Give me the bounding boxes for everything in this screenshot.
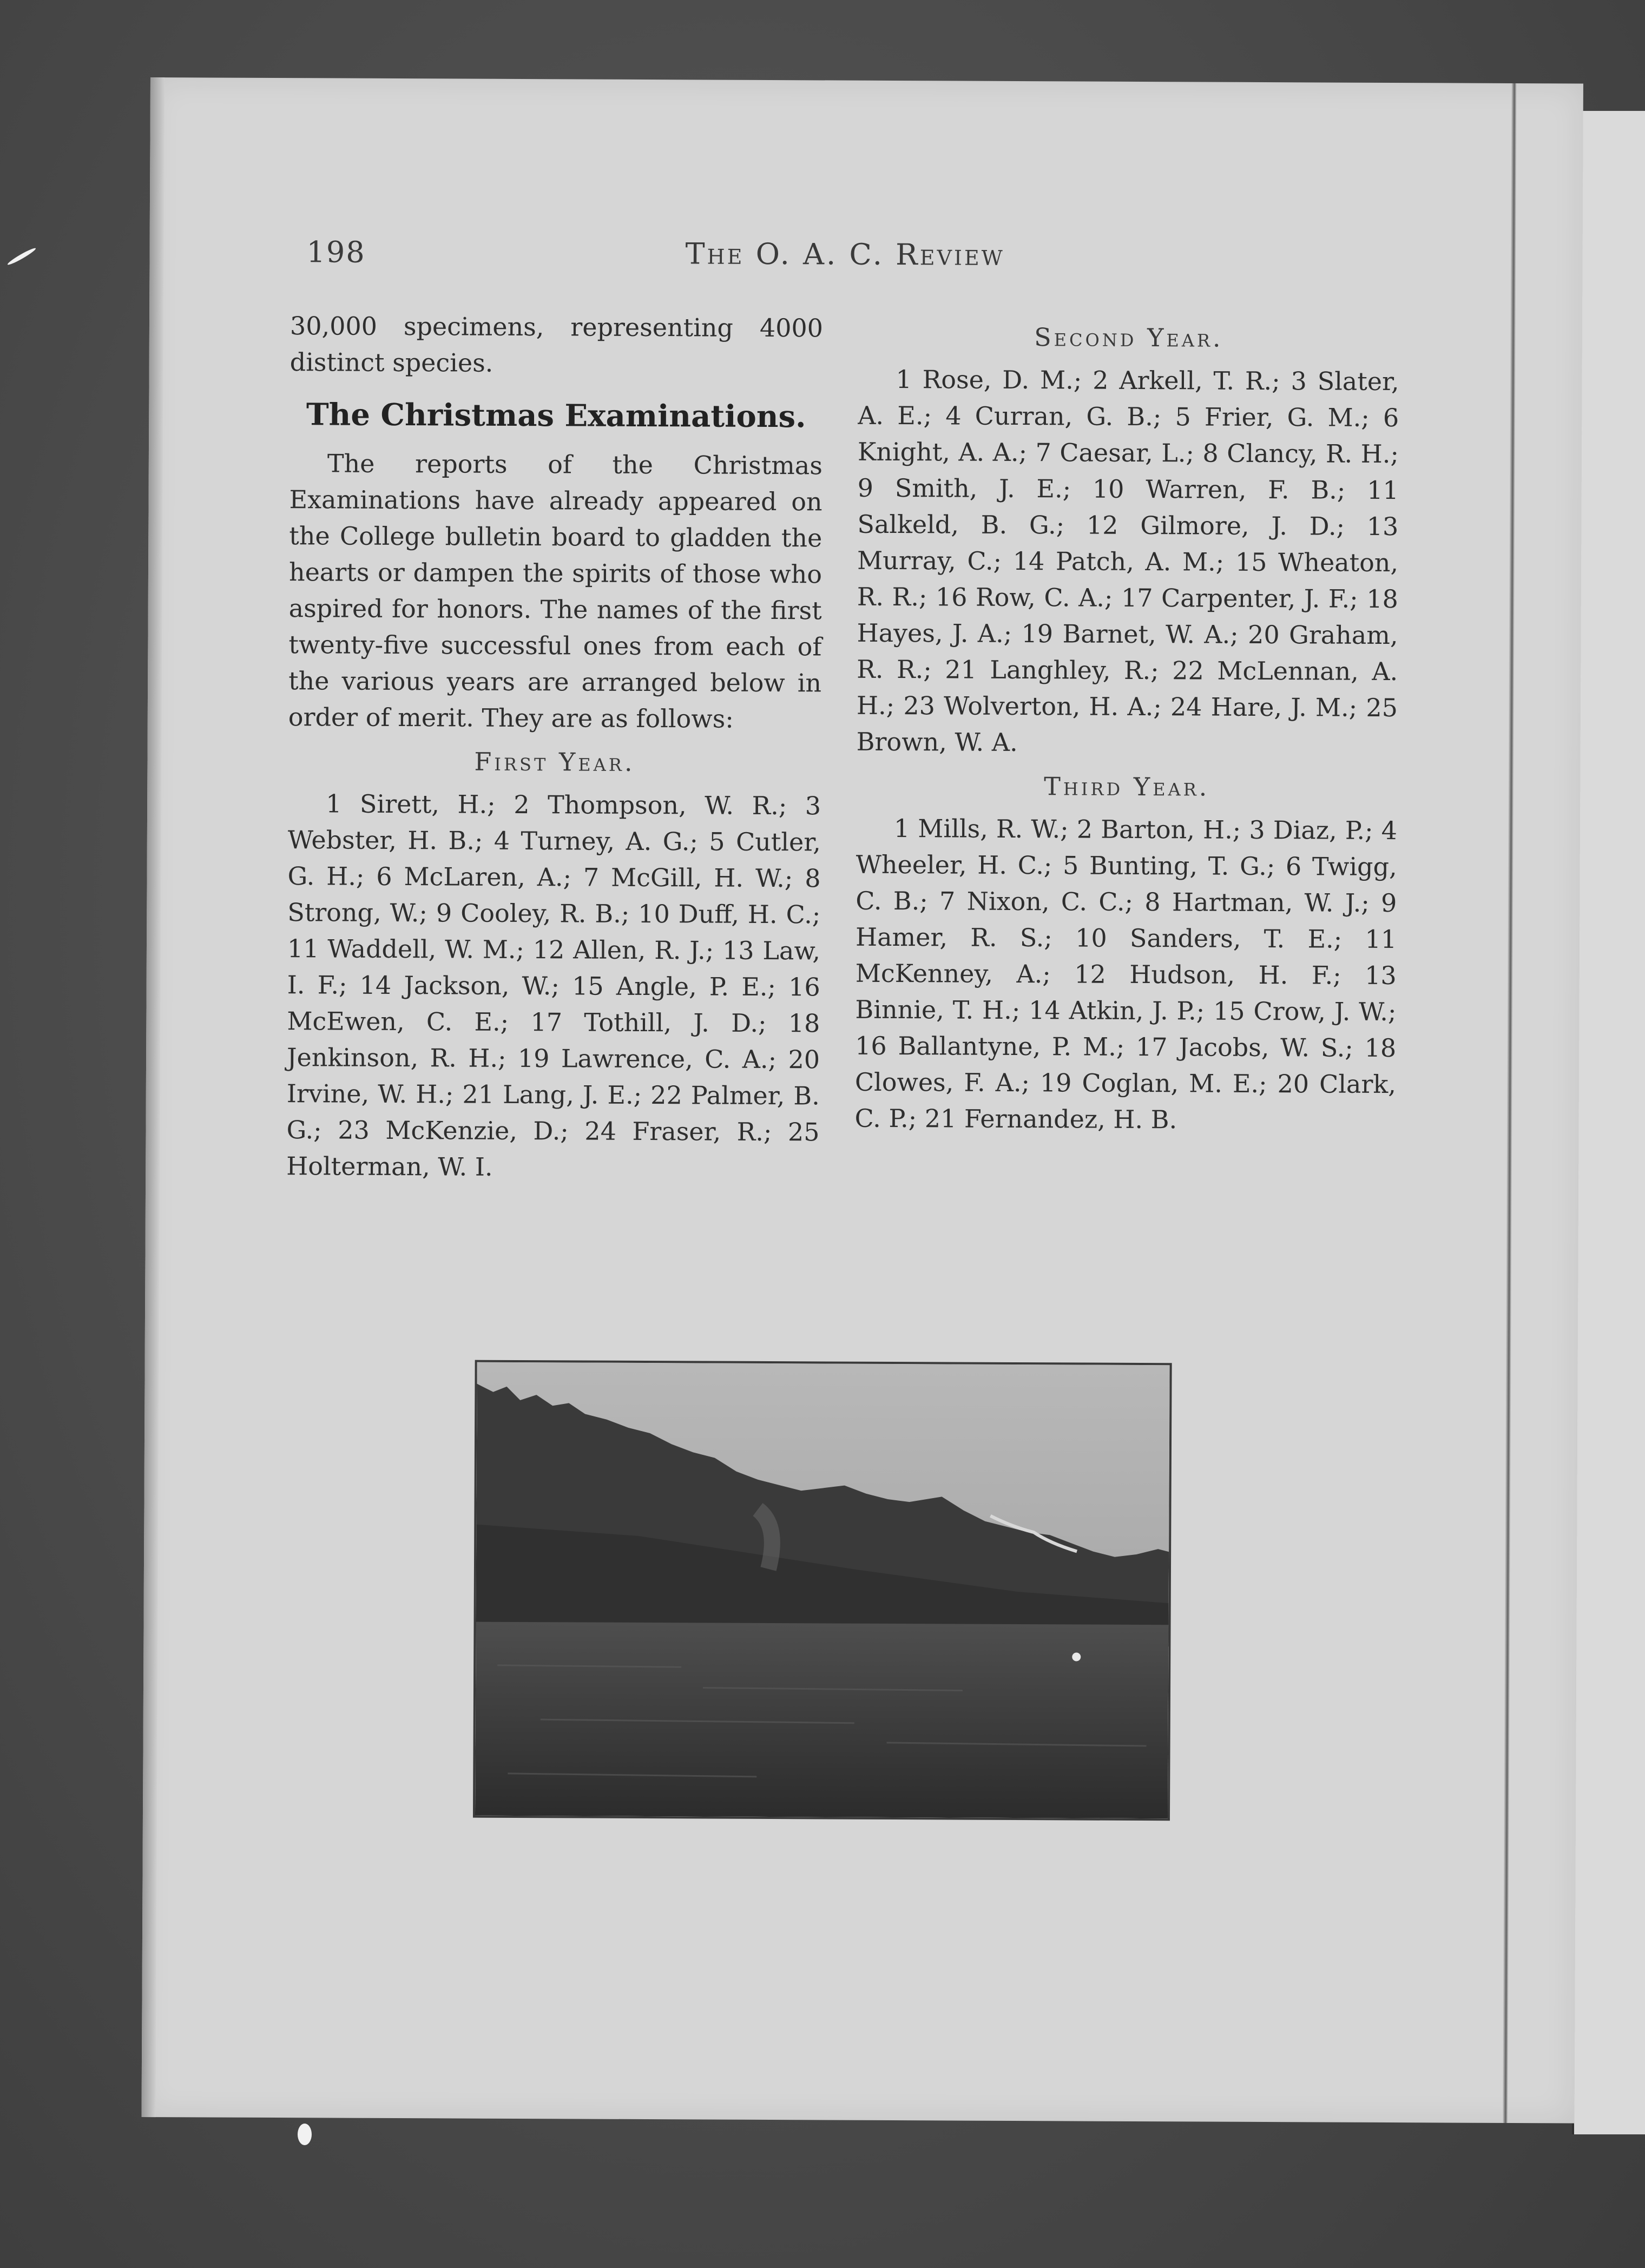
lake-shore-photo-image [475, 1362, 1170, 1819]
third-year-list: 1 Mills, R. W.; 2 Barton, H.; 3 Diaz, P.; 4 Wheeler, H. C.; 5 Bunting, T. G.; 6 Twigg, C. B.; 7 Nixon, C. C.; 8 Hartman, W. J.; 9 Hamer, R. S.; 10 Sanders, T. E.; 11 McKenney, A.; 12 Hudson, H. F.; 13 Binnie, T. H.; 14 Atkin, J. P.; 15 Crow, J. W.; 16 Ballantyne, P. M.; 17 Jacobs, W. S.; 18 Clowes, F. A.; 19 Coglan, M. E.; 20 Clark, C. P.; 21 Fernandez, H. B. [854, 814, 1398, 1135]
left-column [286, 308, 823, 1186]
right-column [854, 319, 1399, 1139]
second-year-heading: Second Year. [1034, 322, 1223, 353]
dust-speck [6, 247, 37, 267]
section-title: The Christmas Examinations. [306, 397, 806, 435]
adjacent-page-edge [1572, 111, 1645, 2134]
second-year-list: 1 Rose, D. M.; 2 Arkell, T. R.; 3 Slater, A. E.; 4 Curran, G. B.; 5 Frier, G. M.; 6 Knight, A. A.; 7 Caesar, L.; 8 Clancy, R. H.; 9 Smith, J. E.; 10 Warren, F. B.; 11 Salkeld, B. G.; 12 Gilmore, J. D.; 13 Murray, C.; 14 Patch, A. M.; 15 Wheaton, R. R.; 16 Row, C. A.; 17 Carpenter, J. F.; 18 Hayes, J. A.; 19 Barnet, W. A.; 20 Graham, R. R.; 21 Langhley, R.; 22 McLennan, A. H.; 23 Wolverton, H. A.; 24 Hare, J. M.; 25 Brown, W. A. [856, 365, 1399, 757]
continuation-paragraph: 30,000 specimens, representing 4000 distinct species. [289, 311, 824, 378]
intro-paragraph: The reports of the Christmas Examinations have already appeared on the College bulletin board to gladden the hearts or dampen the spirits of those who aspired for honors. The names of the first twenty-five successful ones from each of the various years are arranged below in order of merit. They are as follows: [288, 449, 822, 734]
landscape-photograph [473, 1360, 1172, 1821]
running-title: The O. A. C. Review [685, 236, 1005, 272]
dust-speck [298, 2124, 312, 2145]
first-year-heading: First Year. [474, 747, 635, 777]
book-page [142, 77, 1583, 2124]
page-number: 198 [306, 235, 366, 269]
third-year-heading: Third Year. [1044, 772, 1210, 802]
first-year-list: 1 Sirett, H.; 2 Thompson, W. R.; 3 Webster, H. B.; 4 Turney, A. G.; 5 Cutler, G. H.; 6 McLaren, A.; 7 McGill, H. W.; 8 Strong, W.; 9 Cooley, R. B.; 10 Duff, H. C.; 11 Waddell, W. M.; 12 Allen, R. J.; 13 Law, I. F.; 14 Jackson, W.; 15 Angle, P. E.; 16 McEwen, C. E.; 17 Tothill, J. D.; 18 Jenkinson, R. H.; 19 Lawrence, C. A.; 20 Irvine, W. H.; 21 Lang, J. E.; 22 Palmer, B. G.; 23 McKenzie, D.; 24 Fraser, R.; 25 Holterman, W. I. [286, 789, 821, 1182]
page-header [149, 234, 1582, 289]
page-fold-line [1503, 83, 1517, 2123]
